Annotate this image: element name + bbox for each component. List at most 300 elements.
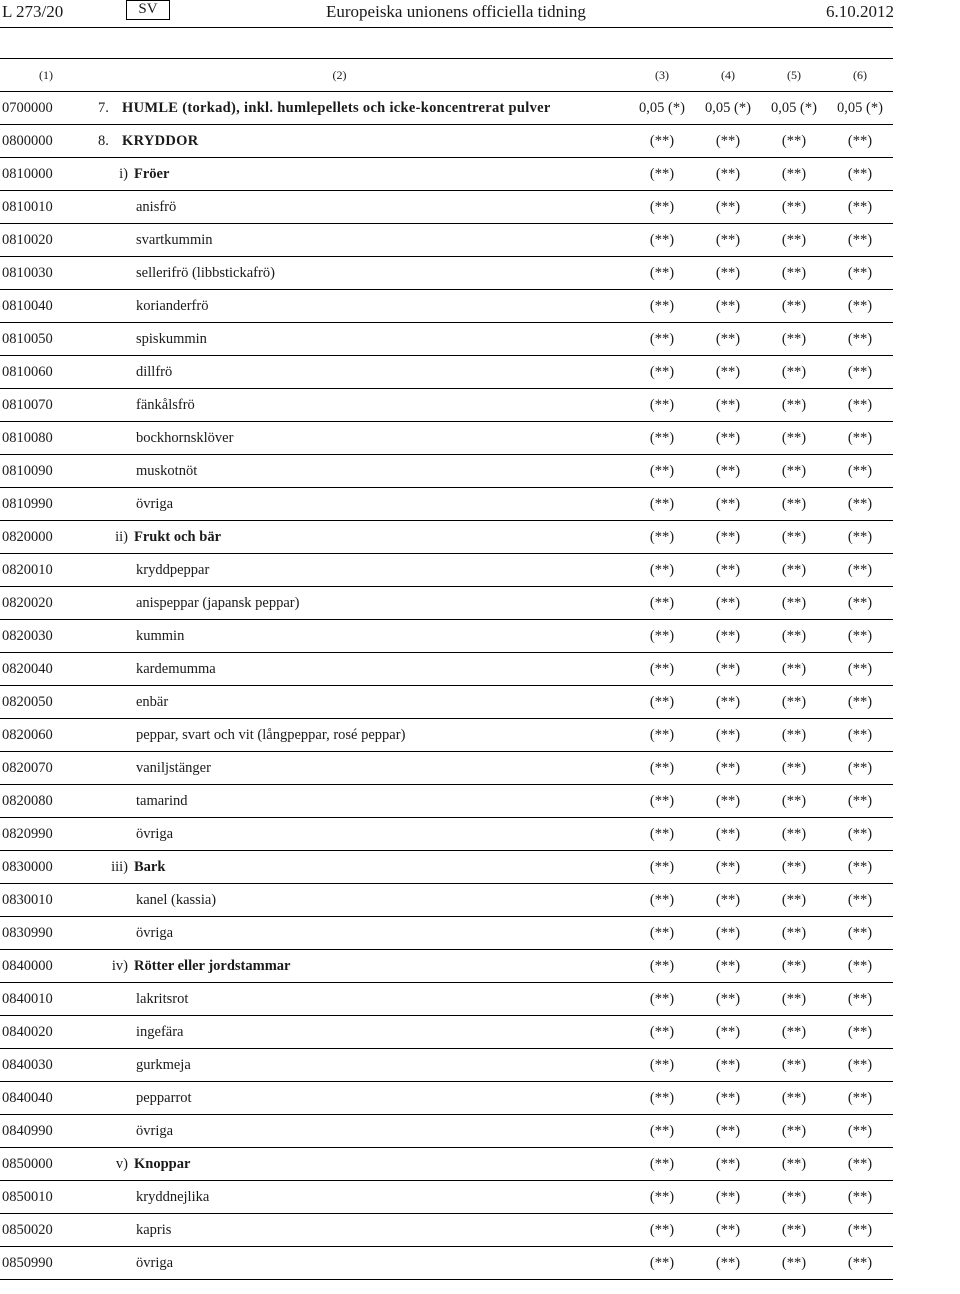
product-description-cell — [90, 257, 629, 290]
product-description-cell — [90, 554, 629, 587]
table-row — [0, 1016, 893, 1049]
product-description: fänkålsfrö — [136, 396, 195, 413]
mrl-value: (**) — [695, 851, 761, 884]
mrl-value: (**) — [629, 1049, 695, 1082]
product-code: 0810020 — [0, 224, 90, 257]
product-description: övriga — [136, 924, 174, 941]
mrl-value: (**) — [629, 422, 695, 455]
mrl-value: (**) — [761, 620, 827, 653]
mrl-value: (**) — [695, 554, 761, 587]
mrl-value: (**) — [827, 785, 893, 818]
mrl-value: (**) — [629, 1016, 695, 1049]
product-description: lakritsrot — [136, 990, 189, 1007]
mrl-value: (**) — [629, 884, 695, 917]
mrl-value: (**) — [629, 389, 695, 422]
mrl-value: (**) — [695, 653, 761, 686]
product-description: kryddnejlika — [136, 1188, 210, 1205]
mrl-value: (**) — [761, 719, 827, 752]
product-code: 0820990 — [0, 818, 90, 851]
mrl-value: (**) — [827, 257, 893, 290]
mrl-value: (**) — [761, 1214, 827, 1247]
mrl-value: (**) — [761, 554, 827, 587]
mrl-value: (**) — [695, 488, 761, 521]
mrl-value: (**) — [629, 323, 695, 356]
mrl-value: (**) — [761, 950, 827, 983]
product-description-cell — [90, 488, 629, 521]
mrl-value: (**) — [695, 1082, 761, 1115]
product-description: sellerifrö (libbstickafrö) — [136, 264, 275, 281]
product-description: muskotnöt — [136, 462, 198, 479]
product-description-cell — [90, 1049, 629, 1082]
product-description-cell — [90, 1214, 629, 1247]
product-code: 0840010 — [0, 983, 90, 1016]
mrl-value: (**) — [827, 686, 893, 719]
product-description-cell — [90, 851, 629, 884]
mrl-value: (**) — [695, 1049, 761, 1082]
mrl-value: (**) — [761, 653, 827, 686]
mrl-value: (**) — [761, 1016, 827, 1049]
mrl-value: (**) — [761, 884, 827, 917]
mrl-value: (**) — [827, 323, 893, 356]
mrl-value: 0,05 (*) — [761, 92, 827, 125]
product-description: kanel (kassia) — [136, 891, 217, 908]
mrl-value: 0,05 (*) — [629, 92, 695, 125]
mrl-value: (**) — [827, 851, 893, 884]
product-code: 0820040 — [0, 653, 90, 686]
mrl-value: (**) — [629, 1148, 695, 1181]
mrl-value: (**) — [761, 290, 827, 323]
mrl-value: (**) — [695, 587, 761, 620]
table-row — [0, 191, 893, 224]
mrl-value: (**) — [695, 389, 761, 422]
product-description-cell — [90, 983, 629, 1016]
table-row — [0, 323, 893, 356]
table-row — [0, 686, 893, 719]
column-header: (4) — [695, 59, 761, 92]
product-code: 0820060 — [0, 719, 90, 752]
mrl-value: (**) — [827, 983, 893, 1016]
product-code: 0850010 — [0, 1181, 90, 1214]
table-row — [0, 818, 893, 851]
mrl-value: (**) — [827, 1247, 893, 1280]
mrl-value: (**) — [761, 389, 827, 422]
mrl-value: (**) — [761, 422, 827, 455]
mrl-value: (**) — [827, 1148, 893, 1181]
product-code: 0810010 — [0, 191, 90, 224]
product-code: 0820000 — [0, 521, 90, 554]
product-description-cell — [90, 1181, 629, 1214]
product-description-cell — [90, 950, 629, 983]
mrl-value: (**) — [761, 224, 827, 257]
mrl-value: (**) — [827, 290, 893, 323]
mrl-value: (**) — [629, 1082, 695, 1115]
product-description: övriga — [136, 1254, 174, 1271]
product-description: tamarind — [136, 792, 188, 809]
mrl-value: (**) — [827, 917, 893, 950]
mrl-value: (**) — [695, 323, 761, 356]
page-header — [0, 0, 960, 30]
mrl-value: (**) — [761, 1148, 827, 1181]
product-code: 0700000 — [0, 92, 90, 125]
product-description-cell — [90, 389, 629, 422]
mrl-value: (**) — [629, 983, 695, 1016]
product-description-cell — [90, 323, 629, 356]
product-description: kummin — [136, 627, 185, 644]
table-row — [0, 983, 893, 1016]
product-description-cell — [90, 1148, 629, 1181]
product-description-cell — [90, 125, 629, 158]
publication-date: 6.10.2012 — [826, 2, 894, 21]
product-code: 0850000 — [0, 1148, 90, 1181]
product-code: 0810000 — [0, 158, 90, 191]
mrl-value: (**) — [827, 587, 893, 620]
mrl-value: (**) — [629, 290, 695, 323]
table-row — [0, 224, 893, 257]
mrl-value: (**) — [695, 356, 761, 389]
column-header: (6) — [827, 59, 893, 92]
product-description-cell — [90, 818, 629, 851]
product-code: 0810080 — [0, 422, 90, 455]
product-code: 0820030 — [0, 620, 90, 653]
product-description-cell — [90, 917, 629, 950]
column-header: (1) — [0, 59, 90, 92]
mrl-value: (**) — [629, 587, 695, 620]
table-row — [0, 587, 893, 620]
product-description-cell — [90, 752, 629, 785]
mrl-value: (**) — [629, 818, 695, 851]
mrl-value: (**) — [761, 1049, 827, 1082]
product-description-cell — [90, 653, 629, 686]
table-row — [0, 356, 893, 389]
mrl-value: 0,05 (*) — [827, 92, 893, 125]
mrl-value: (**) — [827, 389, 893, 422]
column-header-row — [0, 59, 893, 92]
mrl-value: 0,05 (*) — [695, 92, 761, 125]
product-description-cell — [90, 92, 629, 125]
mrl-value: (**) — [827, 455, 893, 488]
product-code: 0840000 — [0, 950, 90, 983]
table-row — [0, 719, 893, 752]
product-description: vaniljstänger — [136, 759, 211, 776]
mrl-value: (**) — [827, 1016, 893, 1049]
mrl-value: (**) — [629, 719, 695, 752]
table-row — [0, 290, 893, 323]
mrl-value: (**) — [629, 356, 695, 389]
mrl-value: (**) — [827, 1214, 893, 1247]
mrl-value: (**) — [761, 1247, 827, 1280]
product-description-cell — [90, 686, 629, 719]
mrl-value: (**) — [629, 1247, 695, 1280]
mrl-value: (**) — [827, 818, 893, 851]
product-code: 0820070 — [0, 752, 90, 785]
mrl-value: (**) — [629, 554, 695, 587]
mrl-value: (**) — [695, 983, 761, 1016]
mrl-value: (**) — [695, 125, 761, 158]
product-description: spiskummin — [136, 330, 207, 347]
column-header: (2) — [90, 59, 629, 92]
mrl-value: (**) — [761, 191, 827, 224]
mrl-value: (**) — [827, 191, 893, 224]
product-code: 0810090 — [0, 455, 90, 488]
mrl-value: (**) — [695, 158, 761, 191]
product-code: 0810050 — [0, 323, 90, 356]
mrl-value: (**) — [629, 224, 695, 257]
mrl-value: (**) — [629, 917, 695, 950]
mrl-value: (**) — [761, 158, 827, 191]
item-number: iv) — [111, 957, 128, 974]
mrl-value: (**) — [695, 719, 761, 752]
product-code: 0810060 — [0, 356, 90, 389]
product-code: 0810030 — [0, 257, 90, 290]
product-description: gurkmeja — [136, 1056, 191, 1073]
mrl-value: (**) — [827, 125, 893, 158]
product-description-cell — [90, 785, 629, 818]
mrl-value: (**) — [761, 1115, 827, 1148]
mrl-value: (**) — [629, 455, 695, 488]
mrl-value: (**) — [827, 158, 893, 191]
product-code: 0800000 — [0, 125, 90, 158]
mrl-value: (**) — [695, 1181, 761, 1214]
mrl-value: (**) — [827, 653, 893, 686]
mrl-value: (**) — [761, 686, 827, 719]
product-code: 0840030 — [0, 1049, 90, 1082]
item-number: v) — [115, 1155, 128, 1172]
product-description-cell — [90, 521, 629, 554]
product-code: 0830990 — [0, 917, 90, 950]
mrl-value: (**) — [761, 851, 827, 884]
product-description-cell — [90, 191, 629, 224]
product-code: 0810990 — [0, 488, 90, 521]
product-code: 0820050 — [0, 686, 90, 719]
table-row — [0, 1115, 893, 1148]
product-description: svartkummin — [136, 231, 213, 248]
mrl-value: (**) — [827, 950, 893, 983]
product-description-cell — [90, 356, 629, 389]
mrl-value: (**) — [695, 521, 761, 554]
product-code: 0840990 — [0, 1115, 90, 1148]
mrl-value: (**) — [761, 488, 827, 521]
table-row — [0, 1214, 893, 1247]
mrl-value: (**) — [629, 158, 695, 191]
product-code: 0820010 — [0, 554, 90, 587]
mrl-value: (**) — [695, 884, 761, 917]
mrl-value: (**) — [629, 851, 695, 884]
mrl-value: (**) — [629, 950, 695, 983]
mrl-value: (**) — [629, 125, 695, 158]
mrl-value: (**) — [629, 686, 695, 719]
product-description-cell — [90, 719, 629, 752]
item-number: i) — [119, 165, 128, 182]
mrl-value: (**) — [761, 785, 827, 818]
mrl-value: (**) — [695, 1214, 761, 1247]
product-description-cell — [90, 455, 629, 488]
table-row — [0, 92, 893, 125]
product-description: kardemumma — [136, 660, 216, 677]
mrl-value: (**) — [629, 1181, 695, 1214]
product-code: 0810070 — [0, 389, 90, 422]
table-row — [0, 488, 893, 521]
product-description-cell — [90, 1082, 629, 1115]
product-description: ingefära — [136, 1023, 184, 1040]
mrl-value: (**) — [695, 257, 761, 290]
table-row — [0, 752, 893, 785]
mrl-value: (**) — [629, 1214, 695, 1247]
table-row — [0, 950, 893, 983]
product-description: anisfrö — [136, 198, 177, 215]
table-row — [0, 1181, 893, 1214]
product-description: övriga — [136, 495, 174, 512]
product-description-cell — [90, 158, 629, 191]
mrl-value: (**) — [761, 818, 827, 851]
table-row — [0, 125, 893, 158]
mrl-value: (**) — [629, 257, 695, 290]
mrl-value: (**) — [761, 356, 827, 389]
item-number: 7. — [98, 99, 109, 116]
mrl-value: (**) — [695, 1016, 761, 1049]
table-row — [0, 1082, 893, 1115]
mrl-value: (**) — [695, 1115, 761, 1148]
mrl-value: (**) — [695, 290, 761, 323]
mrl-value: (**) — [761, 125, 827, 158]
page-number: L 273/20 — [2, 2, 64, 21]
mrl-value: (**) — [827, 224, 893, 257]
mrl-value: (**) — [827, 1181, 893, 1214]
mrl-value: (**) — [695, 818, 761, 851]
item-number: ii) — [115, 528, 128, 545]
mrl-value: (**) — [629, 488, 695, 521]
mrl-value: (**) — [827, 422, 893, 455]
product-description-cell — [90, 224, 629, 257]
mrl-value: (**) — [761, 917, 827, 950]
product-description-cell — [90, 884, 629, 917]
mrl-value: (**) — [629, 752, 695, 785]
product-description: Frukt och bär — [134, 528, 221, 545]
product-description: enbär — [136, 693, 169, 710]
table-row — [0, 455, 893, 488]
table-row — [0, 389, 893, 422]
mrl-value: (**) — [827, 1049, 893, 1082]
mrl-value: (**) — [827, 356, 893, 389]
mrl-value: (**) — [761, 257, 827, 290]
product-description: korianderfrö — [136, 297, 209, 314]
journal-title: Europeiska unionens officiella tidning — [326, 2, 586, 21]
mrl-value: (**) — [629, 620, 695, 653]
item-number: iii) — [111, 858, 128, 875]
mrl-value: (**) — [827, 719, 893, 752]
product-description: bockhornsklöver — [136, 429, 234, 446]
mrl-value: (**) — [695, 620, 761, 653]
product-description: kryddpeppar — [136, 561, 210, 578]
table-row — [0, 620, 893, 653]
product-description: övriga — [136, 825, 174, 842]
product-code: 0850990 — [0, 1247, 90, 1280]
mrl-value: (**) — [761, 1181, 827, 1214]
mrl-value: (**) — [695, 785, 761, 818]
mrl-value: (**) — [827, 521, 893, 554]
table-row — [0, 785, 893, 818]
product-description: HUMLE (torkad), inkl. humlepellets och icke-koncentrerat pulver — [122, 99, 551, 116]
table-row — [0, 884, 893, 917]
mrl-value: (**) — [695, 1148, 761, 1181]
table-row — [0, 1049, 893, 1082]
language-badge: SV — [126, 0, 170, 20]
mrl-value: (**) — [761, 455, 827, 488]
table-row — [0, 554, 893, 587]
table-row — [0, 521, 893, 554]
mrl-value: (**) — [827, 554, 893, 587]
product-description: Knoppar — [134, 1155, 191, 1172]
mrl-value: (**) — [761, 983, 827, 1016]
product-code: 0820080 — [0, 785, 90, 818]
product-code: 0840040 — [0, 1082, 90, 1115]
mrl-value: (**) — [695, 191, 761, 224]
product-description: kapris — [136, 1221, 172, 1238]
mrl-value: (**) — [629, 1115, 695, 1148]
mrl-value: (**) — [695, 950, 761, 983]
column-header: (3) — [629, 59, 695, 92]
product-description: anispeppar (japansk peppar) — [136, 594, 300, 611]
table-row — [0, 422, 893, 455]
table-row — [0, 653, 893, 686]
table-row — [0, 1148, 893, 1181]
mrl-value: (**) — [695, 917, 761, 950]
table-row — [0, 917, 893, 950]
mrl-value: (**) — [629, 653, 695, 686]
product-code: 0830000 — [0, 851, 90, 884]
item-number: 8. — [98, 132, 109, 149]
product-description: peppar, svart och vit (långpeppar, rosé peppar) — [136, 726, 406, 743]
mrl-value: (**) — [695, 1247, 761, 1280]
product-description: övriga — [136, 1122, 174, 1139]
product-description: Rötter eller jordstammar — [134, 957, 291, 974]
mrl-value: (**) — [827, 884, 893, 917]
mrl-value: (**) — [695, 455, 761, 488]
product-code: 0820020 — [0, 587, 90, 620]
mrl-value: (**) — [695, 422, 761, 455]
product-description-cell — [90, 422, 629, 455]
header-divider — [0, 27, 893, 28]
mrl-value: (**) — [761, 752, 827, 785]
product-description-cell — [90, 587, 629, 620]
mrl-value: (**) — [827, 620, 893, 653]
mrl-value: (**) — [629, 785, 695, 818]
mrl-value: (**) — [629, 191, 695, 224]
mrl-value: (**) — [827, 488, 893, 521]
mrl-value: (**) — [761, 323, 827, 356]
column-header: (5) — [761, 59, 827, 92]
product-code: 0830010 — [0, 884, 90, 917]
mrl-value: (**) — [629, 521, 695, 554]
mrl-value: (**) — [827, 752, 893, 785]
product-code: 0840020 — [0, 1016, 90, 1049]
mrl-value: (**) — [695, 752, 761, 785]
product-description-cell — [90, 1247, 629, 1280]
table-row — [0, 1247, 893, 1280]
table-row — [0, 851, 893, 884]
product-description-cell — [90, 290, 629, 323]
mrl-value: (**) — [761, 587, 827, 620]
product-description: Bark — [134, 858, 166, 875]
product-code: 0850020 — [0, 1214, 90, 1247]
product-description: dillfrö — [136, 363, 173, 380]
mrl-table — [0, 58, 893, 1280]
mrl-value: (**) — [695, 224, 761, 257]
table-row — [0, 257, 893, 290]
mrl-value: (**) — [827, 1115, 893, 1148]
product-description-cell — [90, 1016, 629, 1049]
mrl-value: (**) — [761, 521, 827, 554]
product-description-cell — [90, 620, 629, 653]
